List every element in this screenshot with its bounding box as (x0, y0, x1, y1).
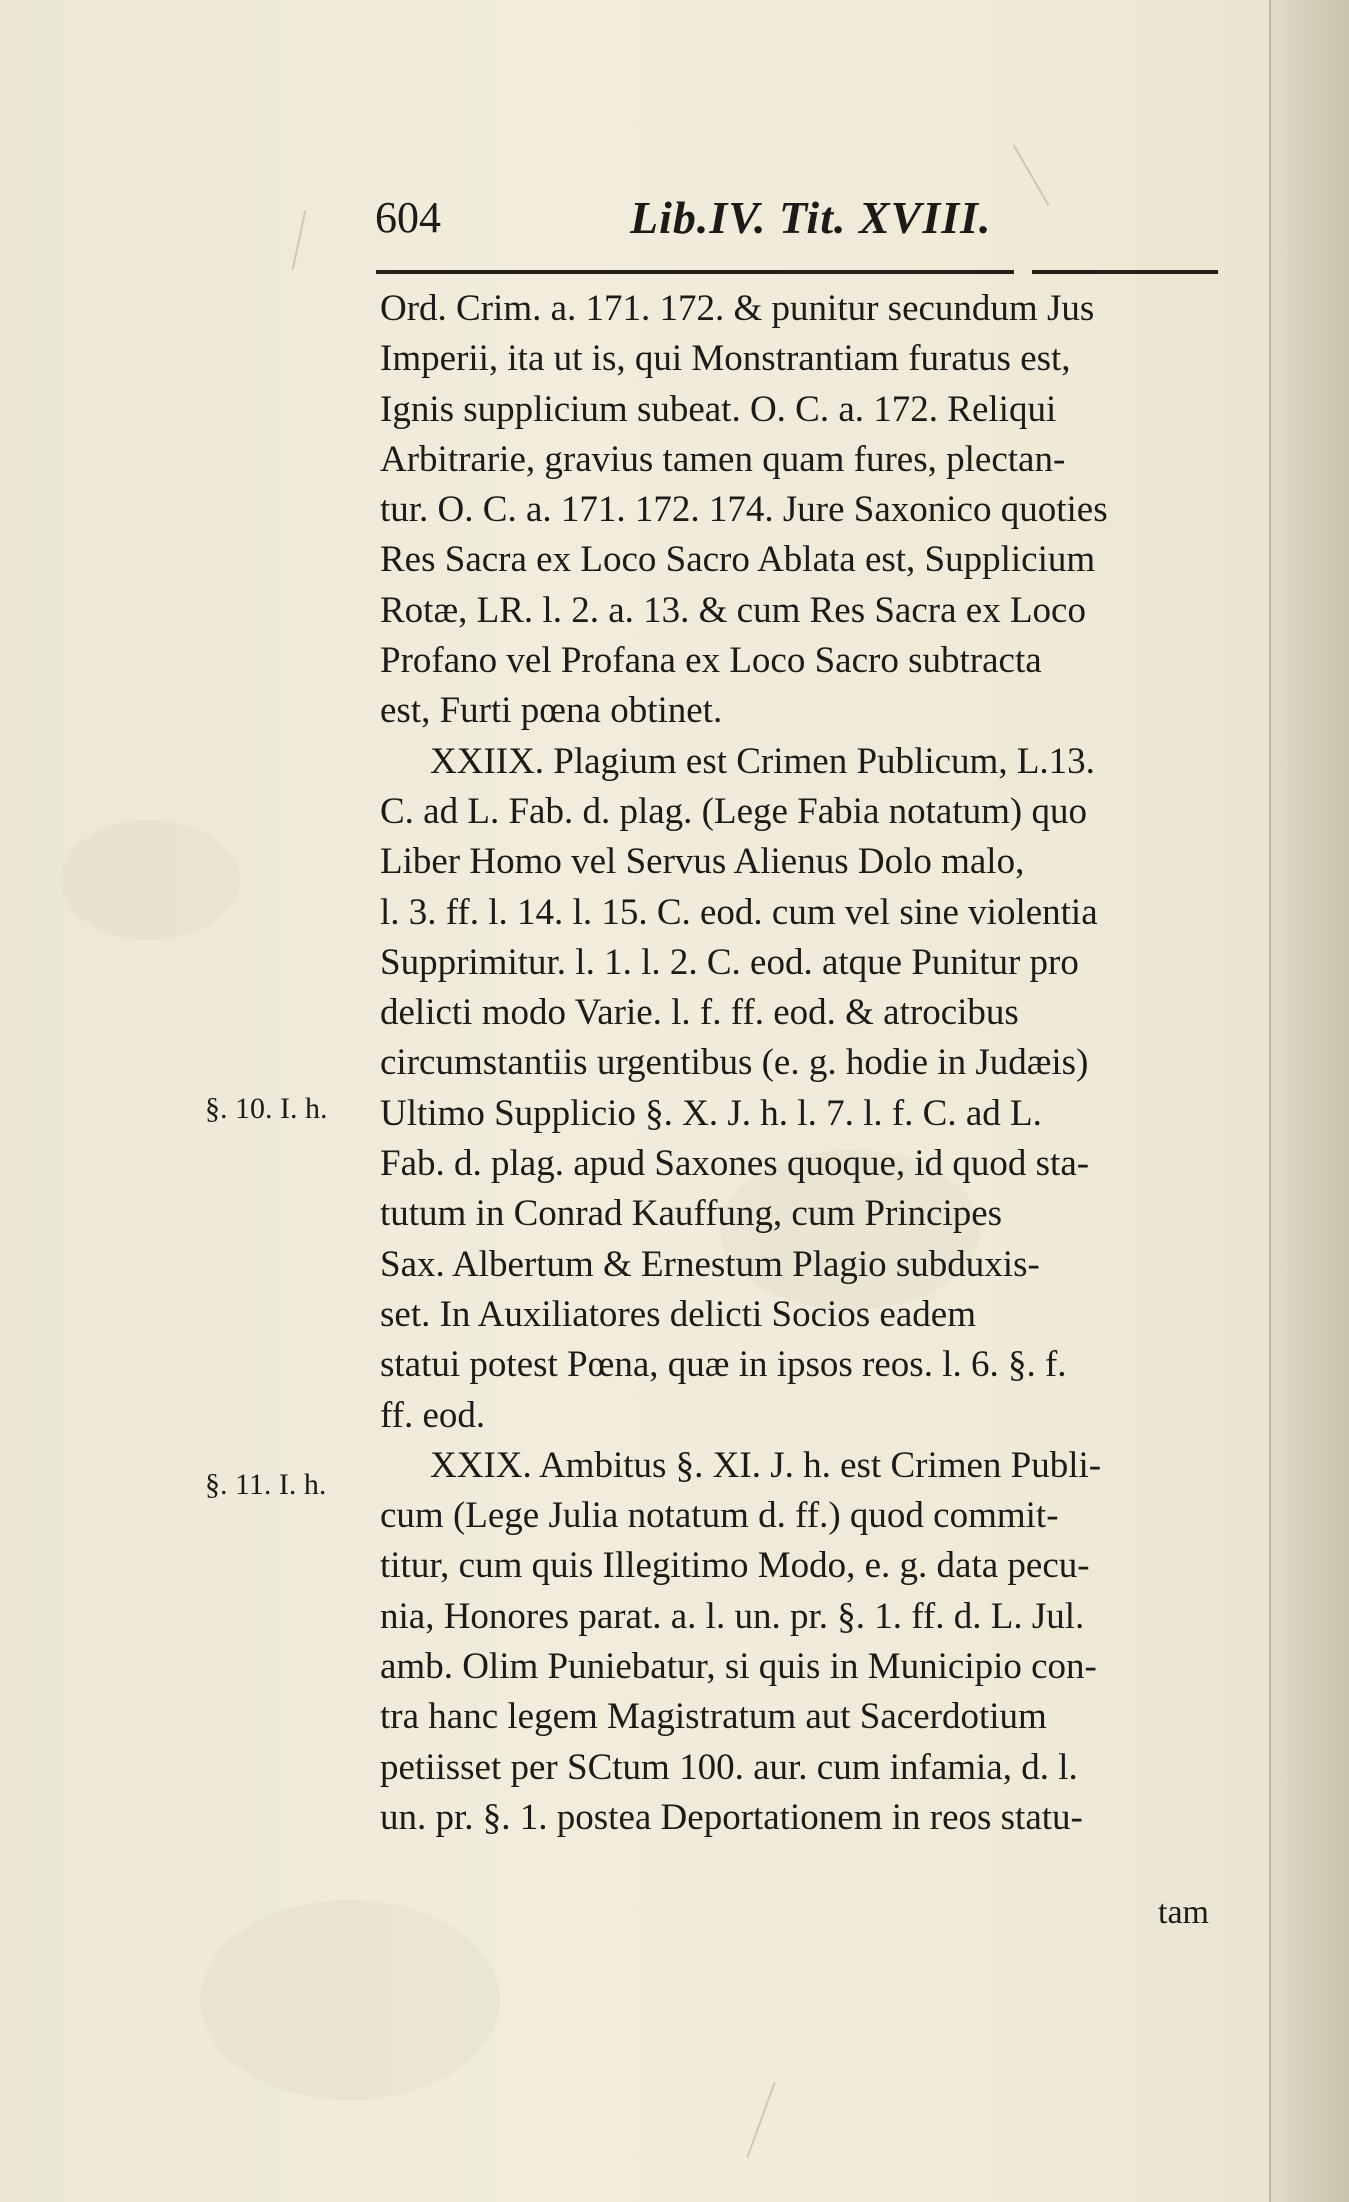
marginal-note: §. 11. I. h. (205, 1468, 327, 1501)
text-line: cum (Lege Julia notatum d. ff.) quod commit- (380, 1495, 1059, 1537)
text-line: circumstantiis urgentibus (e. g. hodie in Judæis) (380, 1042, 1089, 1084)
paragraph-start-line: XXIIX. Plagium est Crimen Publicum, L.13. (430, 740, 1095, 782)
text-line: Ignis supplicium subeat. O. C. a. 172. Reliqui (380, 388, 1057, 430)
paper-stain (60, 820, 240, 940)
running-head: Lib.IV. Tit. XVIII. (630, 192, 992, 243)
header-rule-short (1032, 270, 1218, 274)
text-line: C. ad L. Fab. d. plag. (Lege Fabia notatum) quo (380, 790, 1087, 832)
text-line: titur, cum quis Illegitimo Modo, e. g. data pecu- (380, 1545, 1090, 1587)
binding-gutter (1269, 0, 1349, 2202)
text-line: delicti modo Varie. l. f. ff. eod. & atrocibus (380, 992, 1019, 1034)
paragraph-start-line: XXIX. Ambitus §. XI. J. h. est Crimen Publi- (430, 1444, 1102, 1486)
text-line: tra hanc legem Magistratum aut Sacerdotium (380, 1696, 1047, 1738)
paper-mark (292, 210, 306, 269)
body-text (380, 284, 1220, 1843)
paper-stain (200, 1900, 500, 2100)
paper-mark (746, 2082, 775, 2158)
text-line: amb. Olim Puniebatur, si quis in Municipio con- (380, 1646, 1097, 1688)
text-line: ff. eod. (380, 1394, 486, 1436)
text-line: un. pr. §. 1. postea Deportationem in reos statu- (380, 1796, 1083, 1838)
text-line: Fab. d. plag. apud Saxones quoque, id quod sta- (380, 1143, 1090, 1185)
text-line: tur. O. C. a. 171. 172. 174. Jure Saxonico quoties (380, 489, 1108, 531)
text-line: l. 3. ff. l. 14. l. 15. C. eod. cum vel sine violentia (380, 891, 1098, 933)
page-number: 604 (375, 193, 441, 242)
text-line: Sax. Albertum & Ernestum Plagio subduxis- (380, 1243, 1040, 1285)
page-header (375, 183, 1217, 253)
text-line: set. In Auxiliatores delicti Socios eadem (380, 1293, 976, 1335)
text-line: Supprimitur. l. 1. l. 2. C. eod. atque Punitur pro (380, 941, 1079, 983)
text-line: Arbitrarie, gravius tamen quam fures, plectan- (380, 438, 1066, 480)
text-line: statui potest Pœna, quæ in ipsos reos. l. 6. §. f. (380, 1344, 1067, 1386)
header-rule (376, 270, 1014, 274)
text-line: Imperii, ita ut is, qui Monstrantiam furatus est, (380, 338, 1071, 380)
text-line: Rotæ, LR. l. 2. a. 13. & cum Res Sacra ex Loco (380, 589, 1086, 631)
text-line: est, Furti pœna obtinet. (380, 690, 723, 732)
text-line: Res Sacra ex Loco Sacro Ablata est, Supplicium (380, 539, 1096, 581)
text-line: Liber Homo vel Servus Alienus Dolo malo, (380, 841, 1025, 883)
text-line: Ultimo Supplicio §. X. J. h. l. 7. l. f. C. ad L. (380, 1092, 1042, 1134)
text-line: petiisset per SCtum 100. aur. cum infamia, d. l. (380, 1746, 1078, 1788)
text-line: nia, Honores parat. a. l. un. pr. §. 1. ff. d. L. Jul. (380, 1595, 1085, 1637)
marginal-note: §. 10. I. h. (205, 1092, 328, 1125)
catchword: tam (1158, 1894, 1209, 1931)
text-line: tutum in Conrad Kauffung, cum Principes (380, 1193, 1003, 1235)
text-line: Profano vel Profana ex Loco Sacro subtracta (380, 640, 1042, 682)
text-line: Ord. Crim. a. 171. 172. & punitur secundum Jus (380, 288, 1095, 329)
